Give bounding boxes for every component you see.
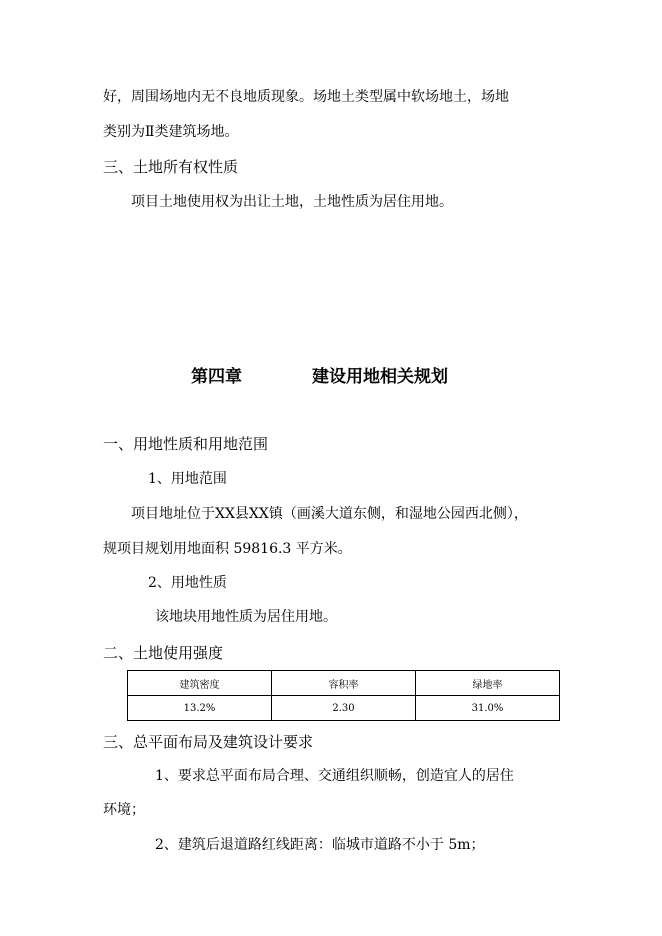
chapter-number: 第四章 (191, 367, 242, 387)
table-header-row (128, 671, 560, 696)
table-cell: 13.2% (128, 696, 272, 721)
table-cell: 2.30 (272, 696, 416, 721)
paragraph-line: 类别为Ⅱ类建筑场地。 (103, 124, 239, 140)
paragraph-line: 项目土地使用权为出让土地，土地性质为居住用地。 (131, 194, 453, 210)
paragraph-line: 1、要求总平面布局合理、交通组织顺畅，创造宜人的居住 (155, 768, 514, 784)
subsection-heading: 1、用地范围 (148, 471, 227, 487)
paragraph-line: 项目地址位于XX县XX镇（画溪大道东侧，和湿地公园西北侧）， (131, 506, 528, 522)
section-heading: 一、用地性质和用地范围 (103, 435, 269, 453)
section-heading: 二、土地使用强度 (103, 644, 224, 662)
paragraph-line: 环境； (103, 802, 145, 818)
paragraph-line: 规项目规划用地面积 59816.3 平方米。 (103, 541, 352, 557)
table-header-cell: 绿地率 (416, 671, 560, 696)
subsection-heading: 2、用地性质 (148, 575, 227, 591)
section-heading: 三、总平面布局及建筑设计要求 (103, 733, 314, 751)
table-cell: 31.0% (416, 696, 560, 721)
paragraph-line: 该地块用地性质为居住用地。 (155, 609, 337, 625)
land-use-intensity-table (127, 670, 560, 721)
table-header-cell: 建筑密度 (128, 671, 272, 696)
table-header-cell: 容积率 (272, 671, 416, 696)
chapter-title: 建设用地相关规划 (312, 367, 448, 387)
section-heading: 三、土地所有权性质 (103, 158, 239, 176)
paragraph-line: 2、建筑后退道路红线距离：临城市道路不小于 5m； (155, 837, 485, 853)
paragraph-line: 好，周围场地内无不良地质现象。场地土类型属中软场地土，场地 (103, 89, 509, 105)
table-row (128, 696, 560, 721)
